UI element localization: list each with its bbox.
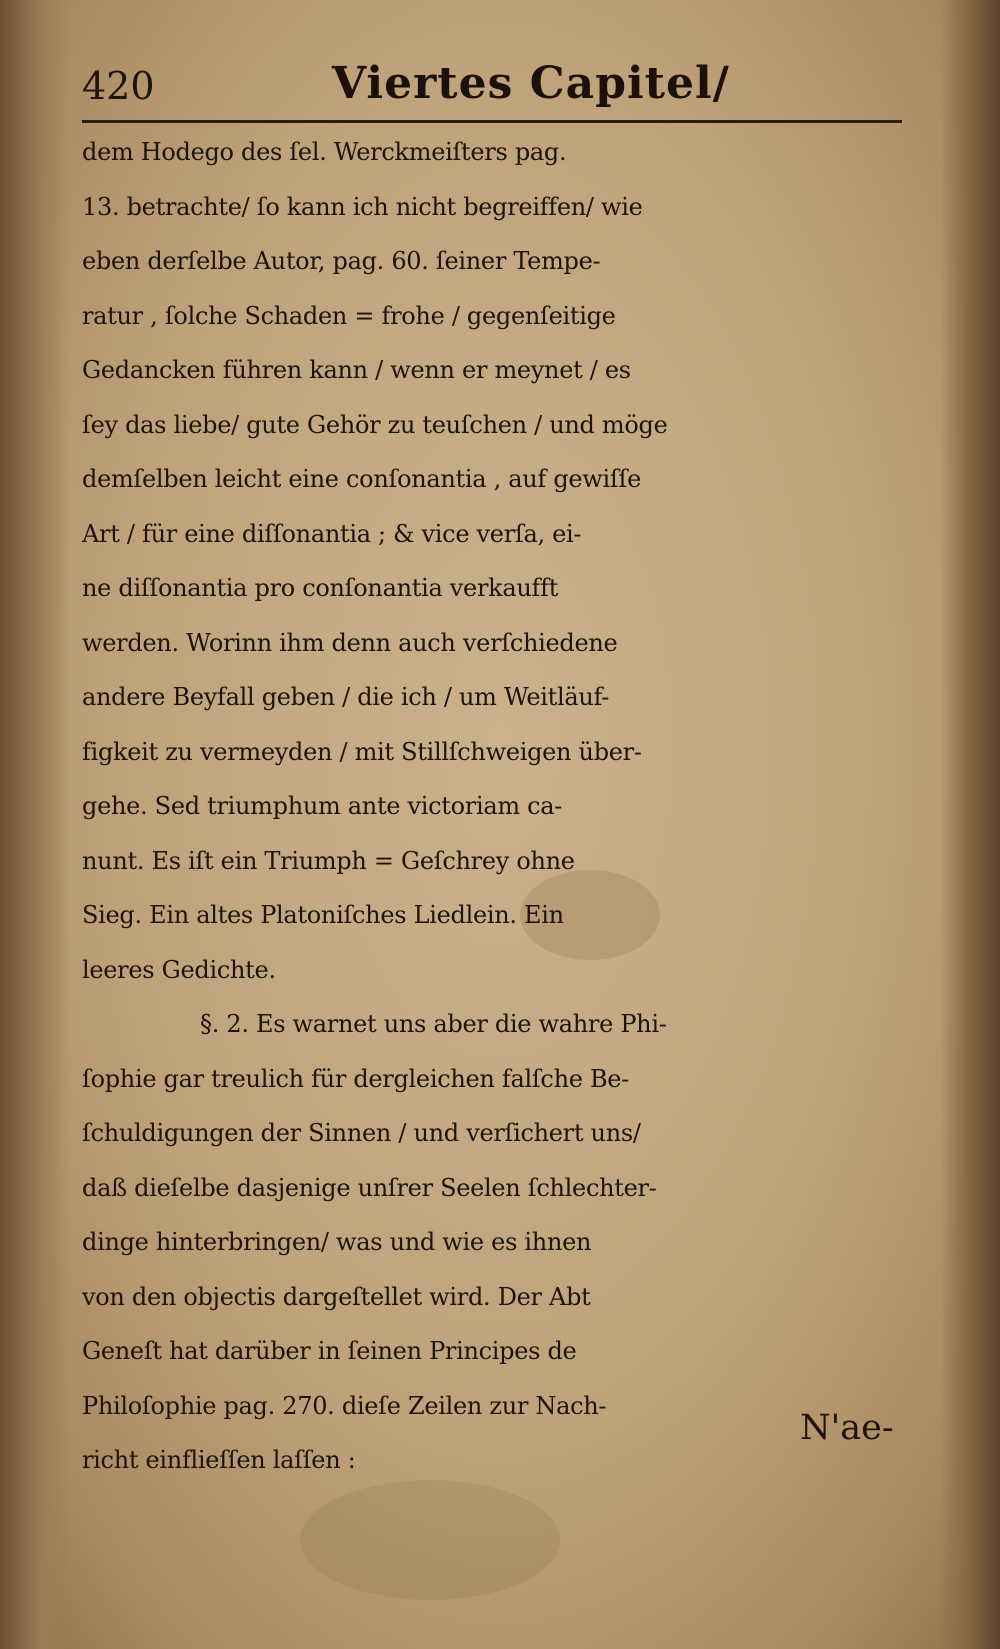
text-line: daß dieſelbe dasjenige unſrer Seelen ſchlechter- bbox=[82, 1173, 657, 1202]
text-line: ratur , ſolche Schaden = frohe / gegenſeitige bbox=[82, 301, 616, 330]
text-line: leeres Gedichte. bbox=[82, 955, 276, 984]
text-line: eben derſelbe Autor, pag. 60. ſeiner Tempe- bbox=[82, 247, 601, 275]
text-line: nunt. Es iſt ein Triumph = Geſchrey ohne bbox=[82, 846, 575, 875]
text-line: dinge hinterbringen/ was und wie es ihnen bbox=[82, 1228, 592, 1256]
text-line: 13. betrachte/ ſo kann ich nicht begreiffen/ wie bbox=[82, 192, 643, 221]
text-line: Art / für eine diſſonantia ; & vice verſa, ei- bbox=[82, 519, 582, 548]
text-line: richt einflieſſen laſſen : bbox=[82, 1446, 356, 1474]
paper-stain bbox=[300, 1480, 560, 1600]
text-line: Geneſt hat darüber in ſeinen Principes de bbox=[82, 1337, 577, 1365]
text-line: figkeit zu vermeyden / mit Stillſchweigen über- bbox=[82, 737, 642, 766]
page-header bbox=[82, 58, 902, 118]
text-line: ſey das liebe/ gute Gehör zu teuſchen / und möge bbox=[82, 410, 668, 439]
text-line: Gedancken führen kann / wenn er meynet / es bbox=[82, 356, 631, 384]
text-line: ne diſſonantia pro conſonantia verkaufft bbox=[82, 574, 559, 602]
text-line: gehe. Sed triumphum ante victoriam ca- bbox=[82, 792, 563, 820]
text-line: Sieg. Ein altes Platoniſches Liedlein. Ein bbox=[82, 901, 564, 929]
text-line: von den objectis dargeſtellet wird. Der Abt bbox=[82, 1282, 591, 1311]
header-rule bbox=[82, 120, 902, 123]
text-line: ſchuldigungen der Sinnen / und verſichert uns/ bbox=[82, 1119, 641, 1147]
page-number: 420 bbox=[82, 64, 155, 108]
text-line: demſelben leicht eine conſonantia , auf gewiſſe bbox=[82, 465, 641, 493]
text-line: andere Beyfall geben / die ich / um Weitläuf- bbox=[82, 683, 610, 711]
running-head: Viertes Capitel/ bbox=[332, 58, 730, 109]
paragraph-start-line: §. 2. Es warnet uns aber die wahre Phi- bbox=[200, 1010, 667, 1038]
text-line: Philoſophie pag. 270. dieſe Zeilen zur Nach- bbox=[82, 1391, 607, 1420]
catchword: N'ae- bbox=[800, 1408, 894, 1448]
text-line: dem Hodego des ſel. Werckmeiſters pag. bbox=[82, 138, 567, 166]
text-line: ſophie gar treulich für dergleichen falſche Be- bbox=[82, 1064, 630, 1093]
text-line: werden. Worinn ihm denn auch verſchiedene bbox=[82, 628, 618, 657]
body-text bbox=[82, 125, 922, 1488]
